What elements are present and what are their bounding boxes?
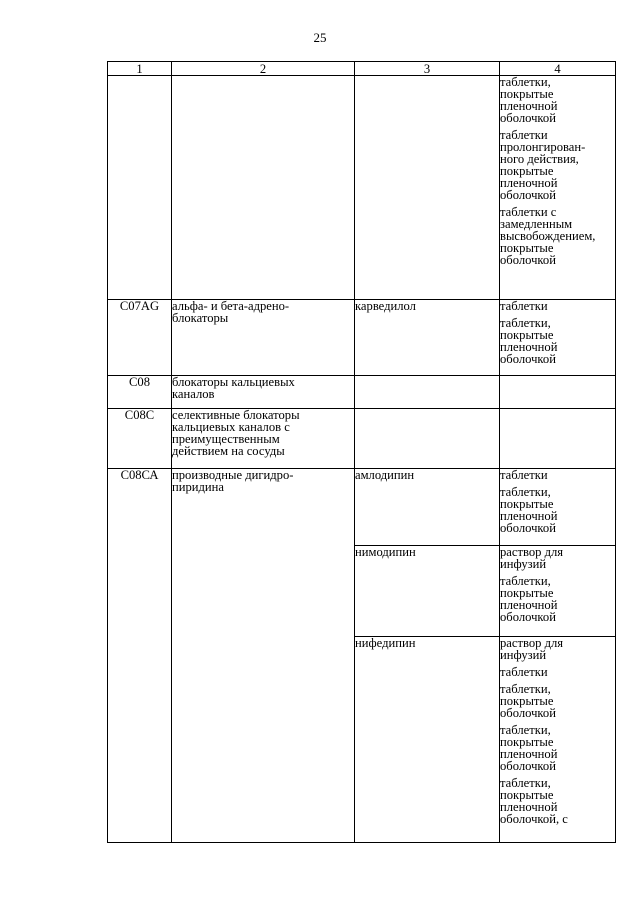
forms-cell <box>500 546 616 637</box>
page-number: 25 <box>313 30 327 45</box>
atc-code: С08 <box>108 376 172 409</box>
drug-name: нимодипин <box>355 546 500 637</box>
dosage-form: таблетки <box>500 468 548 482</box>
dosage-form: раствор для инфузий <box>500 636 564 662</box>
table-row-c08 <box>108 376 616 409</box>
header-row <box>108 62 616 76</box>
atc-code: С08СА <box>108 469 172 843</box>
dosage-form: таблетки, покрытые оболочкой <box>500 682 556 720</box>
table-row-continuation <box>108 76 616 300</box>
group-name: производные дигидро- пиридина <box>172 469 355 843</box>
forms-cell <box>500 637 616 843</box>
code-cell <box>108 76 172 300</box>
column-header-4: 4 <box>500 62 616 76</box>
forms-cell <box>500 409 616 469</box>
dosage-form: таблетки, покрытые пленочной оболочкой, с <box>500 776 568 826</box>
table-row-c08c <box>108 409 616 469</box>
dosage-form: раствор для инфузий <box>500 545 564 571</box>
inn-cell <box>355 409 500 469</box>
drug-name: нифедипин <box>355 637 500 843</box>
forms-cell <box>500 76 616 300</box>
forms-cell <box>500 300 616 376</box>
dosage-form: таблетки, покрытые пленочной оболочкой <box>500 75 558 125</box>
forms-cell <box>500 469 616 546</box>
drug-table <box>107 61 616 843</box>
column-header-1: 1 <box>108 62 172 76</box>
group-cell <box>172 76 355 300</box>
group-name: селективные блокаторы кальциевых каналов с преимущественным действием на сосуды <box>172 409 355 469</box>
drug-name: амлодипин <box>355 469 500 546</box>
group-name: блокаторы кальциевых каналов <box>172 376 355 409</box>
atc-code: С08С <box>108 409 172 469</box>
dosage-form: таблетки, покрытые пленочной оболочкой <box>500 574 558 624</box>
table-row-c07ag <box>108 300 616 376</box>
dosage-form: таблетки с замедленным высвобождением, покрытые оболочкой <box>500 205 596 267</box>
table-row-c08ca <box>108 469 616 546</box>
forms-cell <box>500 376 616 409</box>
group-name: альфа- и бета-адрено- блокаторы <box>172 300 355 376</box>
dosage-form: таблетки <box>500 299 548 313</box>
inn-cell <box>355 376 500 409</box>
drug-name: карведилол <box>355 300 500 376</box>
dosage-form: таблетки пролонгирован- ного действия, покрытые пленочной оболочкой <box>500 128 586 202</box>
atc-code: С07AG <box>108 300 172 376</box>
dosage-form: таблетки, покрытые пленочной оболочкой <box>500 723 558 773</box>
column-header-3: 3 <box>355 62 500 76</box>
dosage-form: таблетки <box>500 665 548 679</box>
column-header-2: 2 <box>172 62 355 76</box>
dosage-form: таблетки, покрытые пленочной оболочкой <box>500 316 558 366</box>
inn-cell <box>355 76 500 300</box>
dosage-form: таблетки, покрытые пленочной оболочкой <box>500 485 558 535</box>
